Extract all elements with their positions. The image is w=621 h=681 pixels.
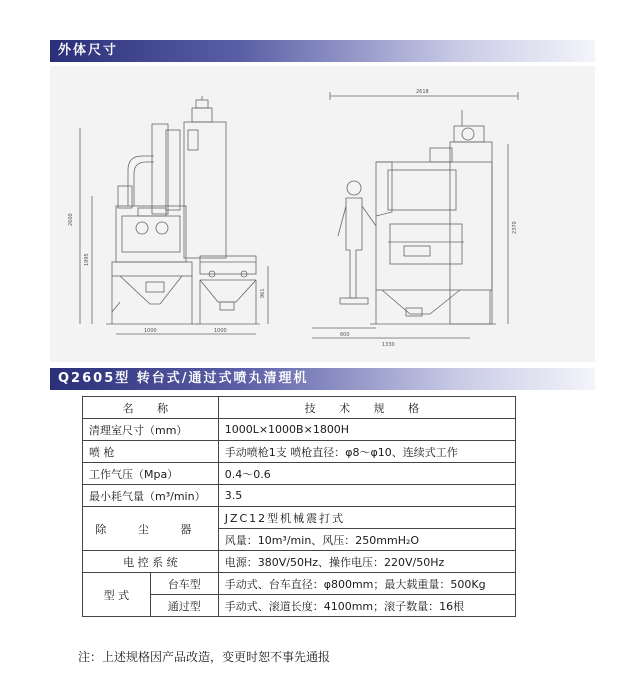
- row-gun-value: 手动喷枪1支 喷枪直径：φ8～φ10、连续式工作: [218, 441, 515, 463]
- header-spec: 技 术 规 格: [218, 397, 515, 419]
- spec-table: [82, 396, 516, 617]
- row-air-label: 最小耗气量（m³/min）: [83, 485, 219, 507]
- row-dust-label: 除 尘 器: [83, 507, 219, 551]
- row-cart-value: 手动式、台车直径：φ800mm；最大载重量：500Kg: [218, 573, 515, 595]
- table-row: [83, 463, 516, 485]
- table-row: [83, 485, 516, 507]
- machine-drawing: [50, 66, 595, 362]
- dim-front-mid: 1995: [84, 253, 90, 266]
- row-control-label: 电 控 系 统: [83, 551, 219, 573]
- row-air-value: 3.5: [218, 485, 515, 507]
- dim-side-base: 1330: [382, 342, 395, 348]
- header-name: 名 称: [83, 397, 219, 419]
- dim-front-height: 2600: [68, 213, 74, 226]
- table-row: [83, 419, 516, 441]
- dim-side-operator: 600: [340, 332, 350, 338]
- section-title-dimensions: 外体尺寸: [50, 40, 595, 62]
- front-view: [80, 96, 268, 334]
- row-pass-value: 手动式、滚道长度：4100mm；滚子数量：16根: [218, 595, 515, 617]
- table-header-row: [83, 397, 516, 419]
- table-row: [83, 507, 516, 529]
- row-pass-label: 通过型: [150, 595, 218, 617]
- row-control-value: 电源：380V/50Hz、操作电压：220V/50Hz: [218, 551, 515, 573]
- table-row: [83, 551, 516, 573]
- row-pressure-value: 0.4～0.6: [218, 463, 515, 485]
- row-chamber-value: 1000L×1000B×1800H: [218, 419, 515, 441]
- dim-front-width1: 1000: [144, 328, 157, 334]
- row-cart-label: 台车型: [150, 573, 218, 595]
- row-type-label: 型 式: [83, 573, 151, 617]
- dim-side-width: 2618: [416, 89, 429, 95]
- dim-front-width2: 1000: [214, 328, 227, 334]
- section-title-spec: Q2605型 转台式/通过式喷丸清理机: [50, 368, 595, 390]
- row-dust-value1: JZC12型机械震打式: [218, 507, 515, 529]
- dim-side-height: 2370: [512, 221, 518, 234]
- table-row: [83, 573, 516, 595]
- table-row: [83, 441, 516, 463]
- footnote: 注：上述规格因产品改造，变更时恕不事先通报: [78, 650, 331, 664]
- row-gun-label: 喷 枪: [83, 441, 219, 463]
- row-dust-value2: 风量：10m³/min、风压：250mmH₂O: [218, 529, 515, 551]
- side-view: [312, 92, 518, 338]
- machine-drawing-svg: [50, 66, 595, 362]
- dim-front-cart-height: 961: [260, 288, 266, 298]
- row-chamber-label: 清理室尺寸（mm）: [83, 419, 219, 441]
- row-pressure-label: 工作气压（Mpa）: [83, 463, 219, 485]
